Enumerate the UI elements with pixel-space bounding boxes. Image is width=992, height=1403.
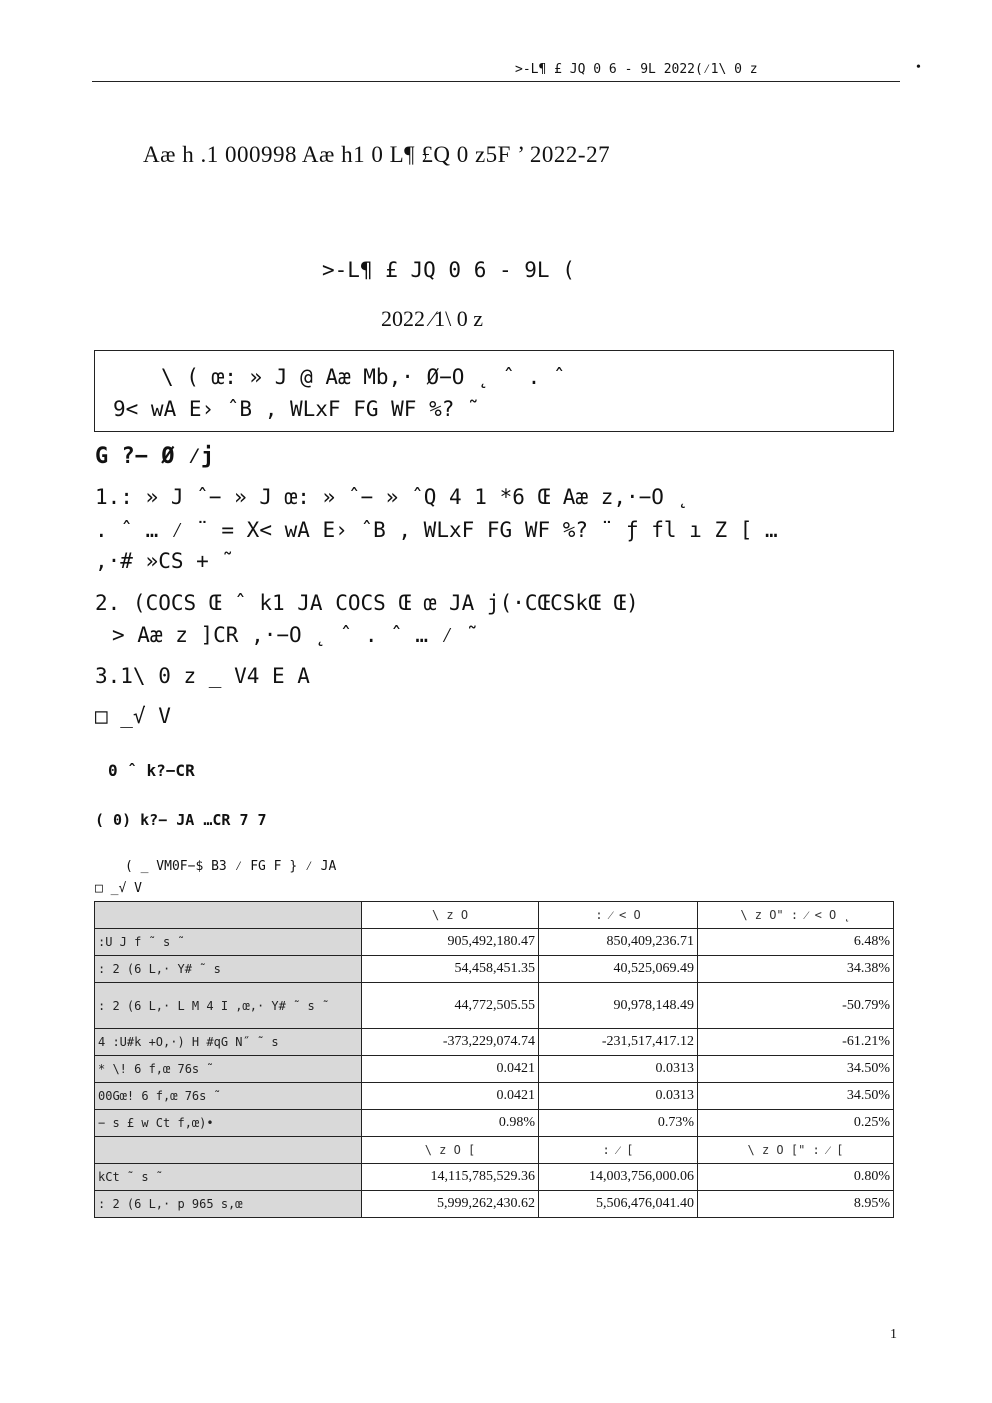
cell-current: 54,458,451.35: [362, 956, 539, 983]
table-header-cell: \ z O: [362, 902, 539, 929]
cell-change: -50.79%: [698, 983, 894, 1029]
cell-current: 905,492,180.47: [362, 929, 539, 956]
header-rule: [92, 81, 900, 82]
cell-change: 0.80%: [698, 1164, 894, 1191]
section-heading: G ?− Ø ⁄j: [95, 444, 215, 469]
table-row: [95, 956, 894, 983]
table-row: [95, 1110, 894, 1137]
table-header-cell: [95, 1137, 362, 1164]
cell-current: 0.0421: [362, 1083, 539, 1110]
disclaimer-box: [94, 350, 894, 432]
document-title-period: 2022 ⁄1\ 0 z: [381, 306, 484, 331]
disclaimer-line-2: 9< wA E› ˆB , WLxF FG WF %? ˜: [113, 397, 480, 421]
cell-current: -373,229,074.74: [362, 1029, 539, 1056]
paragraph-3: 3.1\ 0 z _ V4 E A: [95, 664, 310, 688]
paragraph-2-line-1: 2. (COCS Œ ˆ k1 JA COCS Œ œ JA j(·CŒCSkŒ Œ): [95, 591, 639, 615]
table-row: [95, 1191, 894, 1218]
document-title: >-L¶ £ JQ 0 6 - 9L (: [322, 258, 575, 282]
table-note-checkbox: □ _√ V: [95, 881, 142, 896]
table-header-cell: : ⁄ < O: [539, 902, 698, 929]
table-header-cell: \ z O" : ⁄ < O ˛: [698, 902, 894, 929]
checkbox-line: □ _√ V: [95, 704, 171, 728]
running-header: >-L¶ £ JQ 0 6 - 9L 2022(⁄1\ 0 z: [515, 62, 758, 77]
table-row: [95, 1029, 894, 1056]
row-label: : 2 (6 L,· p 965 s,œ: [95, 1191, 362, 1218]
cell-previous: 5,506,476,041.40: [539, 1191, 698, 1218]
cell-current: 0.0421: [362, 1056, 539, 1083]
row-label: kCt ˜ s ˜: [95, 1164, 362, 1191]
cell-previous: 0.73%: [539, 1110, 698, 1137]
header-bullet: •: [916, 60, 921, 75]
cell-previous: -231,517,417.12: [539, 1029, 698, 1056]
cell-change: 8.95%: [698, 1191, 894, 1218]
row-label: * \! 6 f,œ 76s ˜: [95, 1056, 362, 1083]
paragraph-2-line-2: > Aæ z ]CR ,·−O ˛ ˆ . ˆ … ⁄ ˜: [112, 623, 479, 647]
paragraph-1-line-3: ,·# »CS + ˜: [95, 549, 235, 573]
cell-previous: 0.0313: [539, 1056, 698, 1083]
paragraph-1-line-1: 1.: » J ˆ− » J œ: » ˆ− » ˆQ 4 1 *6 Œ Aæ z,·−O ˛: [95, 485, 690, 509]
table-row: [95, 983, 894, 1029]
cell-previous: 90,978,148.49: [539, 983, 698, 1029]
row-label: : 2 (6 L,· L M 4 I ,œ,· Y# ˜ s ˜: [95, 983, 362, 1029]
row-label: 00Gœ! 6 f,œ 76s ˜: [95, 1083, 362, 1110]
table-header-cell: \ z O [" : ⁄ [: [698, 1137, 894, 1164]
table-row: [95, 1164, 894, 1191]
row-label: : 2 (6 L,· Y# ˜ s: [95, 956, 362, 983]
cell-change: 6.48%: [698, 929, 894, 956]
table-header-row: [95, 1137, 894, 1164]
cell-previous: 0.0313: [539, 1083, 698, 1110]
cell-change: 34.50%: [698, 1083, 894, 1110]
table-header-row: [95, 902, 894, 929]
row-label: :U J f ˜ s ˜: [95, 929, 362, 956]
paragraph-1-line-2: . ˆ … ⁄ ¨ = X< wA E› ˆB , WLxF FG WF %? ¨ ƒ fl ı Z [ …: [95, 518, 778, 542]
row-label: 4 :U#k +O,·) H #qG N˝ ˜ s: [95, 1029, 362, 1056]
table-note: ( _ VM0F−$ B3 ⁄ FG F } ⁄ JA: [125, 859, 337, 874]
cell-current: 14,115,785,529.36: [362, 1164, 539, 1191]
cell-change: -61.21%: [698, 1029, 894, 1056]
row-label: − s £ w Ct f,œ)•: [95, 1110, 362, 1137]
subsection-heading: 0 ˆ k?−CR: [108, 761, 195, 780]
cell-previous: 40,525,069.49: [539, 956, 698, 983]
table-row: [95, 1056, 894, 1083]
cell-previous: 14,003,756,000.06: [539, 1164, 698, 1191]
table-row: [95, 1083, 894, 1110]
page-number: 1: [890, 1327, 897, 1342]
cell-previous: 850,409,236.71: [539, 929, 698, 956]
table-row: [95, 929, 894, 956]
disclaimer-line-1: \ ( œ: » J @ Aæ Mb,· Ø−O ˛ ˆ . ˆ: [161, 365, 566, 389]
financial-data-table: [94, 901, 894, 1218]
cell-change: 0.25%: [698, 1110, 894, 1137]
table-header-cell: \ z O [: [362, 1137, 539, 1164]
cell-current: 44,772,505.55: [362, 983, 539, 1029]
cell-current: 0.98%: [362, 1110, 539, 1137]
document-meta-line: Aæ h .1 000998 Aæ h1 0 L¶ £Q 0 z5F ’ 2022-27: [143, 142, 611, 167]
cell-change: 34.38%: [698, 956, 894, 983]
subsection-subheading: ( 0) k?− JA …CR 7 7: [95, 811, 267, 829]
table-header-cell: [95, 902, 362, 929]
cell-change: 34.50%: [698, 1056, 894, 1083]
table-header-cell: : ⁄ [: [539, 1137, 698, 1164]
cell-current: 5,999,262,430.62: [362, 1191, 539, 1218]
